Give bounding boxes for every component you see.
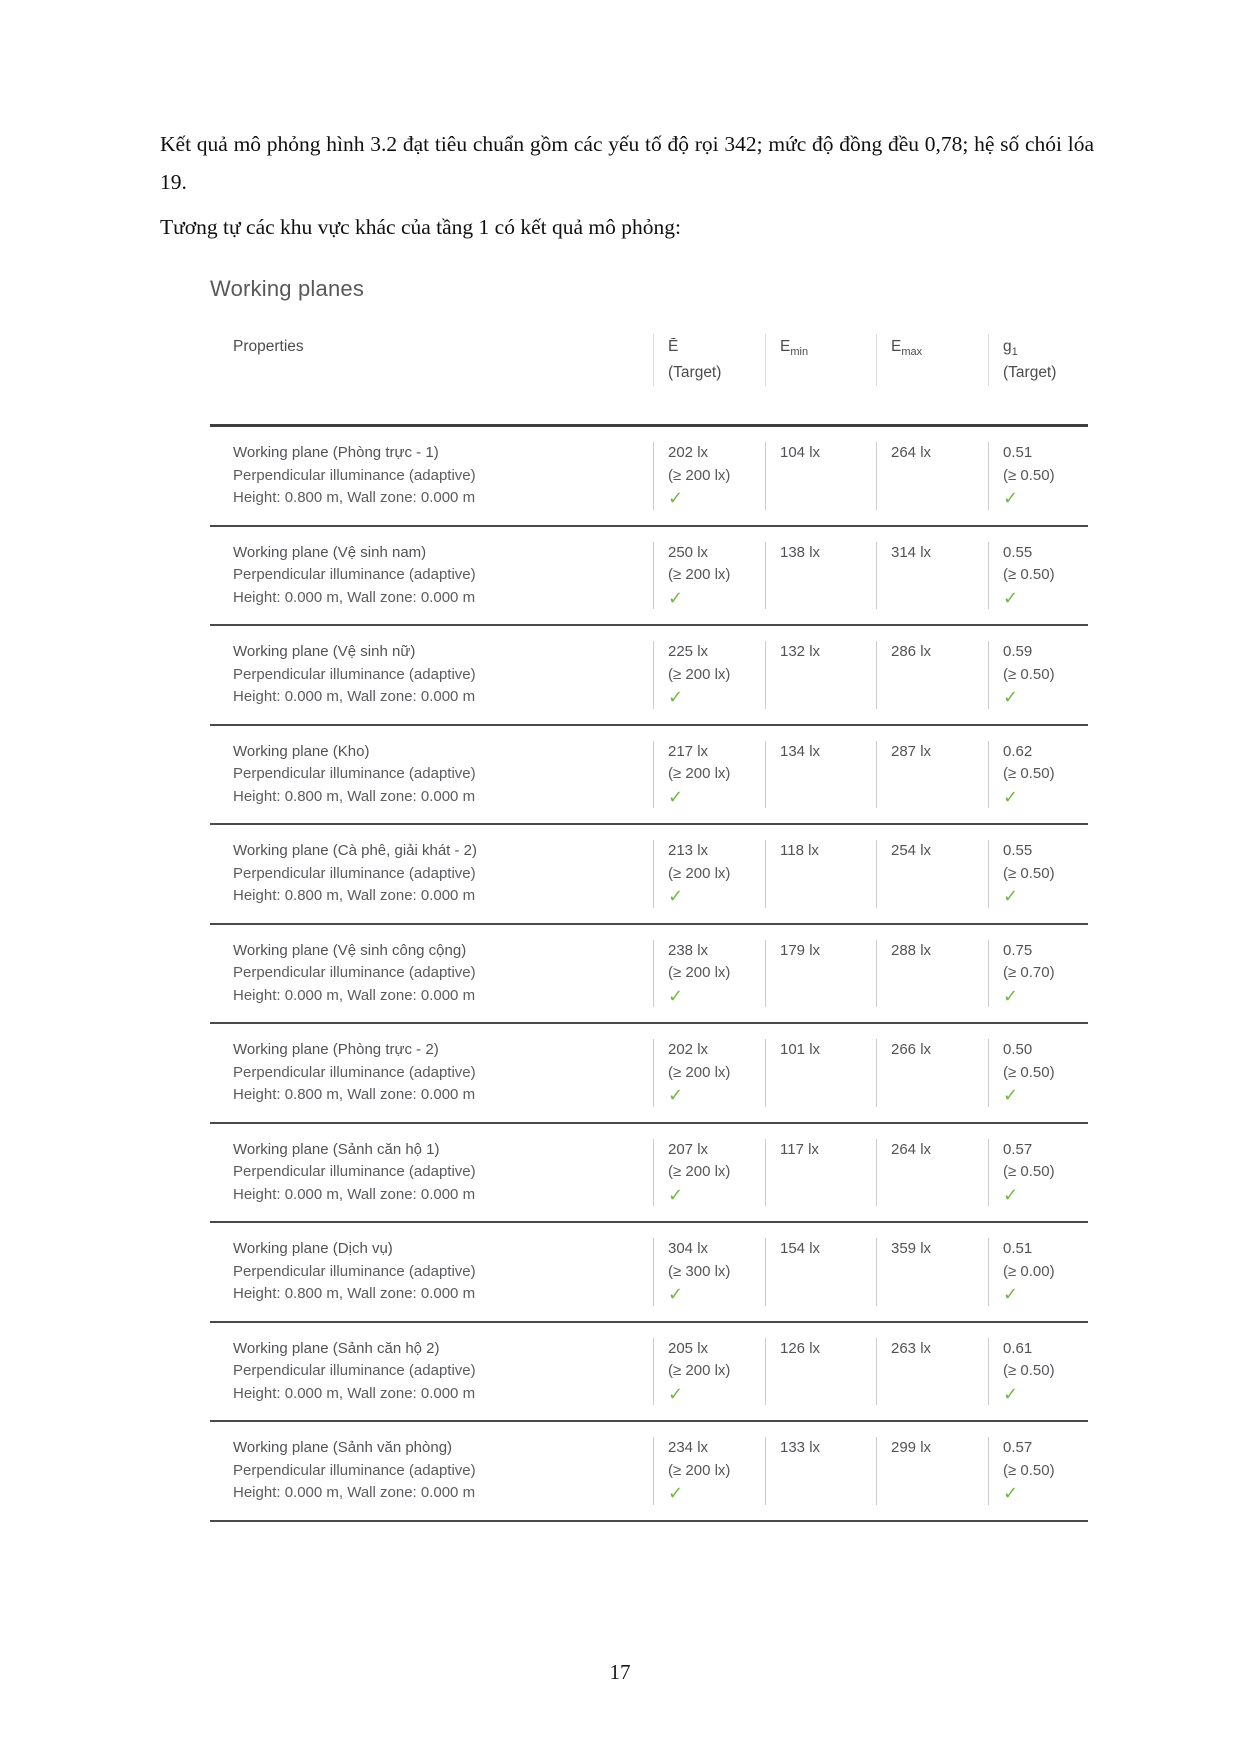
e-min-value: 134 lx (780, 742, 821, 760)
e-min-cell (765, 1437, 876, 1505)
g1-target: (≥ 0.50) (1003, 1362, 1055, 1379)
g1-cell (988, 840, 1088, 908)
e-avg-cell (653, 1139, 765, 1207)
e-min-value: 133 lx (780, 1439, 821, 1456)
property-name: Working plane (Sảnh căn hộ 1) (233, 1140, 440, 1158)
g1-target: (≥ 0.50) (1003, 864, 1055, 882)
property-type: Perpendicular illuminance (adaptive) (233, 765, 476, 782)
property-type: Perpendicular illuminance (adaptive) (233, 864, 476, 882)
g1-value: 0.51 (1003, 1240, 1033, 1257)
property-geometry: Height: 0.800 m, Wall zone: 0.000 m (233, 787, 476, 805)
pass-checkmark-icon: ✓ (1003, 985, 1020, 1006)
pass-checkmark-icon: ✓ (668, 488, 685, 508)
e-min-cell (765, 741, 876, 809)
pass-checkmark-icon: ✓ (1003, 1184, 1020, 1205)
e-max-cell (876, 1139, 988, 1207)
column-header-e-min: $E_{min}$ (765, 334, 876, 386)
property-name: Working plane (Dịch vụ) (233, 1240, 393, 1257)
property-geometry: Height: 0.800 m, Wall zone: 0.000 m (233, 887, 476, 904)
table-row (210, 1323, 1088, 1423)
pass-checkmark-icon: ✓ (668, 1483, 685, 1503)
property-name: Working plane (Vệ sinh công cộng) (233, 941, 467, 959)
pass-checkmark-icon: ✓ (668, 587, 685, 608)
e-min-value: 117 lx (780, 1140, 819, 1158)
g1-value: 0.51 (1003, 444, 1033, 461)
g1-value: 0.55 (1003, 543, 1033, 561)
property-geometry: Height: 0.000 m, Wall zone: 0.000 m (233, 986, 476, 1004)
pass-checkmark-icon: ✓ (1003, 488, 1020, 508)
pass-checkmark-icon: ✓ (1003, 886, 1020, 906)
property-type: Perpendicular illuminance (adaptive) (233, 1262, 476, 1280)
e-avg-target: (≥ 200 lx) (668, 964, 731, 981)
pass-checkmark-icon: ✓ (668, 985, 685, 1006)
e-avg-cell (653, 442, 765, 510)
property-name: Working plane (Phòng trực - 1) (233, 444, 439, 461)
e-max-cell (876, 840, 988, 908)
e-avg-value: 202 lx (668, 1041, 709, 1058)
table-row (210, 527, 1088, 627)
property-type: Perpendicular illuminance (adaptive) (233, 466, 476, 484)
table-title: Working planes (210, 276, 365, 301)
column-header-e-max: $E_{max}$ (876, 334, 988, 386)
e-min-cell (765, 1139, 876, 1207)
pass-checkmark-icon: ✓ (668, 1085, 685, 1105)
e-min-value: 154 lx (780, 1240, 821, 1257)
e-max-cell (876, 1437, 988, 1505)
e-min-cell (765, 1238, 876, 1306)
e-max-value: 299 lx (891, 1439, 932, 1456)
property-cell (210, 741, 653, 809)
table-row (210, 1422, 1088, 1522)
e-max-value: 266 lx (891, 1041, 932, 1058)
property-name: Working plane (Cà phê, giải khát - 2) (233, 842, 478, 859)
table-header-row (210, 334, 1088, 427)
property-geometry: Height: 0.000 m, Wall zone: 0.000 m (233, 1484, 476, 1501)
e-max-cell (876, 442, 988, 510)
property-cell (210, 641, 653, 709)
e-min-cell (765, 940, 876, 1008)
body-paragraph-2: Tương tự các khu vực khác của tầng 1 có kết quả mô phỏng: (160, 214, 681, 239)
property-cell (210, 1338, 653, 1406)
e-avg-value: 225 lx (668, 643, 709, 660)
e-max-cell (876, 940, 988, 1008)
table-row (210, 726, 1088, 826)
property-geometry: Height: 0.800 m, Wall zone: 0.000 m (233, 1285, 476, 1302)
e-min-cell (765, 1039, 876, 1107)
g1-value: 0.50 (1003, 1041, 1033, 1058)
g1-target: (≥ 0.00) (1003, 1262, 1055, 1280)
table-row (210, 825, 1088, 925)
table-row (210, 626, 1088, 726)
e-max-cell (876, 1238, 988, 1306)
property-name: Working plane (Sảnh văn phòng) (233, 1439, 453, 1456)
column-header-e-avg: Ē (Target) (653, 334, 765, 386)
table-row (210, 1223, 1088, 1323)
property-cell (210, 840, 653, 908)
property-geometry: Height: 0.000 m, Wall zone: 0.000 m (233, 1185, 476, 1203)
e-min-value: 132 lx (780, 643, 821, 660)
e-avg-cell (653, 1039, 765, 1107)
pass-checkmark-icon: ✓ (668, 786, 685, 807)
pass-checkmark-icon: ✓ (1003, 587, 1020, 608)
pass-checkmark-icon: ✓ (668, 687, 685, 707)
property-name: Working plane (Kho) (233, 742, 370, 760)
property-geometry: Height: 0.000 m, Wall zone: 0.000 m (233, 588, 476, 606)
e-max-value: 359 lx (891, 1240, 932, 1257)
g1-value: 0.61 (1003, 1339, 1033, 1357)
g1-target: (≥ 0.50) (1003, 1461, 1055, 1479)
e-min-cell (765, 840, 876, 908)
pass-checkmark-icon: ✓ (1003, 687, 1020, 707)
pass-checkmark-icon: ✓ (668, 886, 685, 906)
g1-value: 0.62 (1003, 742, 1033, 760)
e-min-cell (765, 641, 876, 709)
g1-cell (988, 741, 1088, 809)
property-cell (210, 1238, 653, 1306)
e-avg-cell (653, 741, 765, 809)
e-max-value: 286 lx (891, 643, 932, 660)
e-max-value: 314 lx (891, 543, 932, 561)
property-geometry: Height: 0.800 m, Wall zone: 0.000 m (233, 489, 476, 506)
g1-target: (≥ 0.50) (1003, 466, 1055, 484)
g1-value: 0.75 (1003, 941, 1033, 959)
g1-cell (988, 442, 1088, 510)
g1-target: (≥ 0.70) (1003, 964, 1055, 981)
pass-checkmark-icon: ✓ (668, 1383, 685, 1404)
e-avg-target: (≥ 200 lx) (668, 765, 731, 782)
property-type: Perpendicular illuminance (adaptive) (233, 566, 476, 583)
property-name: Working plane (Phòng trực - 2) (233, 1041, 439, 1058)
g1-cell (988, 641, 1088, 709)
e-avg-value: 234 lx (668, 1439, 709, 1456)
e-avg-value: 250 lx (668, 543, 709, 561)
e-max-value: 264 lx (891, 1140, 932, 1158)
e-min-cell (765, 1338, 876, 1406)
e-min-value: 101 lx (780, 1041, 821, 1058)
e-max-cell (876, 542, 988, 610)
e-avg-target: (≥ 200 lx) (668, 1063, 731, 1081)
property-type: Perpendicular illuminance (adaptive) (233, 1461, 476, 1479)
property-name: Working plane (Vệ sinh nam) (233, 543, 427, 561)
property-name: Working plane (Vệ sinh nữ) (233, 643, 416, 660)
table-row (210, 1024, 1088, 1124)
property-cell (210, 940, 653, 1008)
g1-cell (988, 1238, 1088, 1306)
property-cell (210, 442, 653, 510)
property-type: Perpendicular illuminance (adaptive) (233, 1063, 476, 1081)
e-avg-target: (≥ 200 lx) (668, 1461, 731, 1479)
g1-value: 0.55 (1003, 842, 1033, 859)
e-avg-value: 217 lx (668, 742, 709, 760)
pass-checkmark-icon: ✓ (1003, 1284, 1020, 1304)
property-type: Perpendicular illuminance (adaptive) (233, 1163, 476, 1180)
e-avg-cell (653, 940, 765, 1008)
column-header-properties: Properties (233, 338, 304, 355)
pass-checkmark-icon: ✓ (1003, 1085, 1020, 1105)
e-avg-cell (653, 542, 765, 610)
e-min-value: 104 lx (780, 444, 821, 461)
property-cell (210, 1139, 653, 1207)
e-min-cell (765, 542, 876, 610)
e-avg-target: (≥ 200 lx) (668, 1163, 731, 1180)
property-type: Perpendicular illuminance (adaptive) (233, 964, 476, 981)
g1-target: (≥ 0.50) (1003, 665, 1055, 683)
pass-checkmark-icon: ✓ (668, 1184, 685, 1205)
e-avg-target: (≥ 200 lx) (668, 566, 731, 583)
e-min-value: 118 lx (780, 842, 819, 859)
e-max-cell (876, 741, 988, 809)
g1-cell (988, 1437, 1088, 1505)
property-cell (210, 1437, 653, 1505)
g1-target: (≥ 0.50) (1003, 765, 1055, 782)
e-max-value: 254 lx (891, 842, 932, 859)
e-min-value: 138 lx (780, 543, 821, 561)
e-avg-value: 238 lx (668, 941, 709, 959)
property-geometry: Height: 0.800 m, Wall zone: 0.000 m (233, 1086, 476, 1103)
e-max-cell (876, 641, 988, 709)
e-max-value: 263 lx (891, 1339, 932, 1357)
e-avg-cell (653, 840, 765, 908)
g1-value: 0.57 (1003, 1439, 1033, 1456)
e-avg-cell (653, 1437, 765, 1505)
e-min-cell (765, 442, 876, 510)
property-type: Perpendicular illuminance (adaptive) (233, 665, 476, 683)
e-avg-cell (653, 1338, 765, 1406)
e-avg-target: (≥ 200 lx) (668, 466, 731, 484)
working-planes-table (210, 276, 1088, 1522)
pass-checkmark-icon: ✓ (1003, 1383, 1020, 1404)
pass-checkmark-icon: ✓ (1003, 1483, 1020, 1503)
e-avg-value: 202 lx (668, 444, 709, 461)
e-avg-value: 207 lx (668, 1140, 709, 1158)
g1-target: (≥ 0.50) (1003, 1063, 1055, 1081)
property-geometry: Height: 0.000 m, Wall zone: 0.000 m (233, 688, 476, 705)
column-header-g1: $g_1$ (Target) (988, 334, 1088, 386)
e-min-value: 126 lx (780, 1339, 821, 1357)
e-avg-cell (653, 641, 765, 709)
g1-cell (988, 1039, 1088, 1107)
g1-cell (988, 542, 1088, 610)
e-avg-cell (653, 1238, 765, 1306)
property-type: Perpendicular illuminance (adaptive) (233, 1362, 476, 1379)
e-max-value: 287 lx (891, 742, 932, 760)
property-cell (210, 542, 653, 610)
g1-target: (≥ 0.50) (1003, 1163, 1055, 1180)
table-row (210, 427, 1088, 527)
e-avg-value: 213 lx (668, 842, 709, 859)
e-avg-target: (≥ 200 lx) (668, 1362, 731, 1379)
g1-cell (988, 940, 1088, 1008)
g1-cell (988, 1139, 1088, 1207)
e-min-value: 179 lx (780, 941, 821, 959)
e-max-value: 288 lx (891, 941, 932, 959)
e-max-value: 264 lx (891, 444, 932, 461)
e-avg-value: 304 lx (668, 1240, 709, 1257)
g1-target: (≥ 0.50) (1003, 566, 1055, 583)
g1-cell (988, 1338, 1088, 1406)
g1-value: 0.57 (1003, 1140, 1033, 1158)
e-avg-target: (≥ 200 lx) (668, 864, 731, 882)
property-name: Working plane (Sảnh căn hộ 2) (233, 1339, 440, 1357)
property-cell (210, 1039, 653, 1107)
property-geometry: Height: 0.000 m, Wall zone: 0.000 m (233, 1384, 476, 1402)
page-number: 17 (609, 1660, 631, 1684)
e-avg-value: 205 lx (668, 1339, 709, 1357)
pass-checkmark-icon: ✓ (1003, 786, 1020, 807)
e-avg-target: (≥ 200 lx) (668, 665, 731, 683)
table-row (210, 925, 1088, 1025)
e-max-cell (876, 1039, 988, 1107)
table-row (210, 1124, 1088, 1224)
g1-value: 0.59 (1003, 643, 1033, 660)
e-avg-target: (≥ 300 lx) (668, 1262, 731, 1280)
body-paragraph-1: Kết quả mô phỏng hình 3.2 đạt tiêu chuẩn gồm các yếu tố độ rọi 342; mức độ đồng đều 0,78; hệ số chói lóa 19. (160, 131, 1094, 194)
pass-checkmark-icon: ✓ (668, 1284, 685, 1304)
e-max-cell (876, 1338, 988, 1406)
table-body (210, 427, 1088, 1522)
